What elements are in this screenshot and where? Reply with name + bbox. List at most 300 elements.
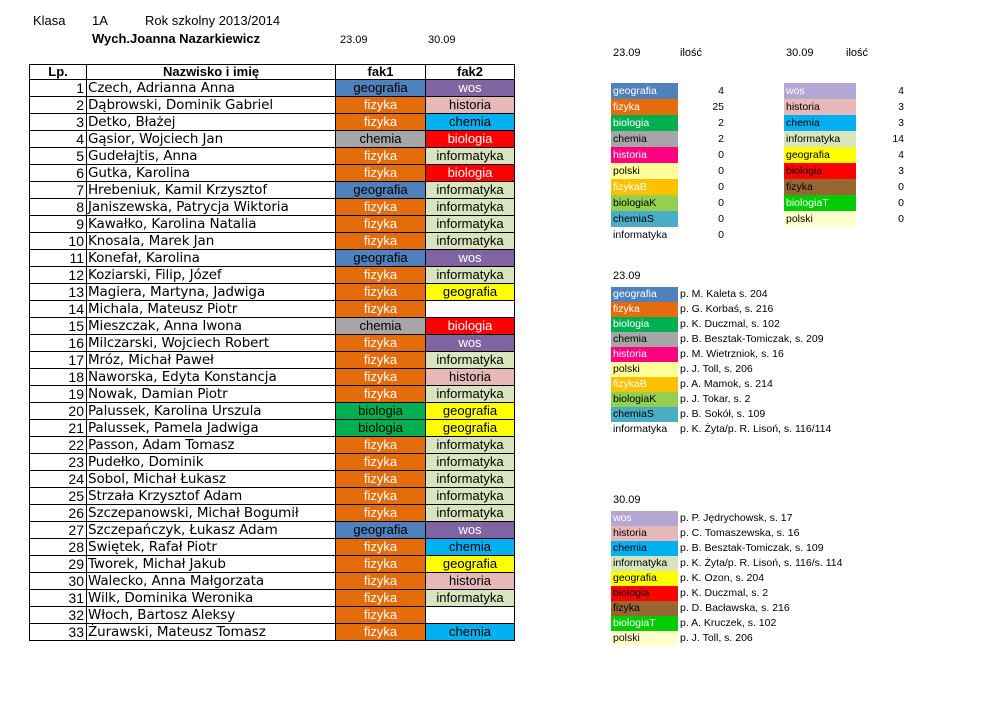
legend-row — [611, 526, 908, 541]
subject-count: 0 — [718, 181, 724, 193]
fak1-cell: fizyka — [336, 284, 426, 301]
row-number: 18 — [30, 369, 87, 386]
student-name: Mieszczak, Anna Iwona — [87, 318, 336, 335]
row-number: 26 — [30, 505, 87, 522]
table-row — [30, 573, 515, 590]
legend-subject: geografia — [611, 571, 678, 586]
fak1-cell: fizyka — [336, 369, 426, 386]
subject-swatch: biologia — [611, 115, 678, 131]
fak1-cell: biologia — [336, 403, 426, 420]
table-row — [30, 505, 515, 522]
fak2-cell: biologia — [426, 165, 515, 182]
student-name: Palussek, Karolina Urszula — [87, 403, 336, 420]
subject-count: 14 — [892, 133, 904, 145]
student-name: Sobol, Michał Łukasz — [87, 471, 336, 488]
legend-row — [611, 541, 908, 556]
row-number: 3 — [30, 114, 87, 131]
subject-count: 0 — [898, 213, 904, 225]
summary-row — [611, 83, 730, 99]
fak2-cell: informatyka — [426, 488, 515, 505]
legend-teacher-room: p. M. Wietrzniok, s. 16 — [680, 348, 784, 360]
subject-swatch: chemiaS — [611, 211, 678, 227]
row-number: 21 — [30, 420, 87, 437]
fak1-cell: geografia — [336, 522, 426, 539]
subject-swatch: informatyka — [611, 227, 678, 243]
subject-swatch: biologiaT — [784, 195, 856, 211]
legend-2-title: 30.09 — [613, 494, 641, 506]
legend-table-23-09 — [611, 287, 908, 437]
legend-subject: geografia — [611, 287, 678, 302]
row-number: 17 — [30, 352, 87, 369]
legend-teacher-room: p. K. Ozon, s. 204 — [680, 572, 765, 584]
subject-swatch: fizykaB — [611, 179, 678, 195]
legend-teacher-room: p. G. Korbaś, s. 216 — [680, 303, 774, 315]
summary-row — [611, 131, 730, 147]
summary-row — [784, 131, 906, 147]
subject-swatch: historia — [611, 147, 678, 163]
fak2-cell: informatyka — [426, 471, 515, 488]
summary-ilosc-1: ilość — [680, 47, 703, 59]
fak2-cell: informatyka — [426, 437, 515, 454]
legend-row — [611, 616, 908, 631]
subject-count: 3 — [898, 165, 904, 177]
summary-row — [784, 163, 906, 179]
legend-row — [611, 571, 908, 586]
subject-swatch: fizyka — [784, 179, 856, 195]
legend-subject: historia — [611, 347, 678, 362]
row-number: 33 — [30, 624, 87, 641]
legend-teacher-room: p. B. Sokół, s. 109 — [680, 408, 766, 420]
legend-teacher-room: p. D. Bacławska, s. 216 — [680, 602, 790, 614]
summary-row — [784, 99, 906, 115]
fak1-cell: fizyka — [336, 165, 426, 182]
fak1-cell: fizyka — [336, 454, 426, 471]
table-row — [30, 199, 515, 216]
row-number: 13 — [30, 284, 87, 301]
legend-teacher-room: p. J. Toll, s. 206 — [680, 363, 753, 375]
legend-subject: biologia — [611, 317, 678, 332]
row-number: 25 — [30, 488, 87, 505]
summary-date-2: 30.09 — [786, 47, 814, 59]
fak2-cell: chemia — [426, 624, 515, 641]
fak2-cell: wos — [426, 335, 515, 352]
fak1-cell: fizyka — [336, 386, 426, 403]
summary-row — [611, 99, 730, 115]
row-number: 30 — [30, 573, 87, 590]
fak2-cell: informatyka — [426, 233, 515, 250]
legend-teacher-room: p. J. Toll, s. 206 — [680, 632, 753, 644]
fak1-cell: fizyka — [336, 301, 426, 318]
fak1-cell: geografia — [336, 80, 426, 97]
legend-table-30-09 — [611, 511, 908, 646]
legend-subject: chemia — [611, 332, 678, 347]
legend-row — [611, 287, 908, 302]
row-number: 8 — [30, 199, 87, 216]
table-row — [30, 267, 515, 284]
row-number: 6 — [30, 165, 87, 182]
date-2: 30.09 — [428, 34, 456, 46]
table-row — [30, 488, 515, 505]
row-number: 29 — [30, 556, 87, 573]
row-number: 2 — [30, 97, 87, 114]
legend-row — [611, 392, 908, 407]
table-row — [30, 590, 515, 607]
legend-teacher-room: p. J. Tokar, s. 2 — [680, 393, 751, 405]
fak2-cell: historia — [426, 369, 515, 386]
student-name: Passon, Adam Tomasz — [87, 437, 336, 454]
subject-swatch: polski — [784, 211, 856, 227]
fak2-cell: biologia — [426, 318, 515, 335]
legend-row — [611, 601, 908, 616]
fak1-cell: geografia — [336, 182, 426, 199]
summary-row — [784, 147, 906, 163]
subject-count: 0 — [898, 181, 904, 193]
fak1-cell: chemia — [336, 131, 426, 148]
fak1-cell: fizyka — [336, 216, 426, 233]
student-name: Swiętek, Rafał Piotr — [87, 539, 336, 556]
fak1-cell: fizyka — [336, 148, 426, 165]
summary-row — [611, 227, 730, 243]
subject-count: 0 — [718, 197, 724, 209]
table-row — [30, 437, 515, 454]
student-name: Milczarski, Wojciech Robert — [87, 335, 336, 352]
legend-row — [611, 347, 908, 362]
legend-subject: biologiaT — [611, 616, 678, 631]
form-teacher: Wych.Joanna Nazarkiewicz — [92, 31, 261, 46]
subject-swatch: fizyka — [611, 99, 678, 115]
student-name: Magiera, Martyna, Jadwiga — [87, 284, 336, 301]
legend-teacher-room: p. B. Besztak-Tomiczak, s. 109 — [680, 542, 824, 554]
fak1-cell: biologia — [336, 420, 426, 437]
date-1: 23.09 — [340, 34, 368, 46]
row-number: 4 — [30, 131, 87, 148]
student-name: Gutka, Karolina — [87, 165, 336, 182]
table-row — [30, 131, 515, 148]
fak2-cell: informatyka — [426, 148, 515, 165]
legend-subject: polski — [611, 631, 678, 646]
fak2-cell: informatyka — [426, 199, 515, 216]
legend-subject: chemia — [611, 541, 678, 556]
students-table — [29, 64, 515, 641]
student-name: Tworek, Michał Jakub — [87, 556, 336, 573]
student-name: Kawałko, Karolina Natalia — [87, 216, 336, 233]
klasa-label: Klasa — [33, 13, 66, 28]
fak2-cell: biologia — [426, 131, 515, 148]
student-name: Dąbrowski, Dominik Gabriel — [87, 97, 336, 114]
student-name: Konefał, Karolina — [87, 250, 336, 267]
legend-subject: biologiaK — [611, 392, 678, 407]
legend-1-title: 23.09 — [613, 270, 641, 282]
table-row — [30, 522, 515, 539]
row-number: 23 — [30, 454, 87, 471]
row-number: 12 — [30, 267, 87, 284]
summary-row — [784, 179, 906, 195]
summary-row — [611, 195, 730, 211]
legend-teacher-room: p. K. Żyta/p. R. Lisoń, s. 116/114 — [680, 423, 832, 435]
table-row — [30, 148, 515, 165]
subject-count: 0 — [718, 149, 724, 161]
summary-row — [784, 115, 906, 131]
table-row — [30, 471, 515, 488]
fak1-cell: fizyka — [336, 539, 426, 556]
table-row — [30, 335, 515, 352]
header-name: Nazwisko i imię — [87, 65, 336, 80]
fak1-cell: fizyka — [336, 590, 426, 607]
fak2-cell: informatyka — [426, 454, 515, 471]
fak2-cell: geografia — [426, 284, 515, 301]
student-name: Walecko, Anna Małgorzata — [87, 573, 336, 590]
table-row — [30, 369, 515, 386]
row-number: 27 — [30, 522, 87, 539]
student-name: Detko, Błażej — [87, 114, 336, 131]
fak2-cell: informatyka — [426, 267, 515, 284]
fak1-cell: fizyka — [336, 114, 426, 131]
table-row — [30, 454, 515, 471]
fak1-cell: fizyka — [336, 267, 426, 284]
fak1-cell: fizyka — [336, 233, 426, 250]
table-row — [30, 97, 515, 114]
subject-swatch: historia — [784, 99, 856, 115]
fak1-cell: fizyka — [336, 607, 426, 624]
legend-subject: polski — [611, 362, 678, 377]
student-name: Gudełajtis, Anna — [87, 148, 336, 165]
subject-count: 0 — [718, 213, 724, 225]
fak1-cell: geografia — [336, 250, 426, 267]
summary-row — [784, 195, 906, 211]
student-name: Hrebeniuk, Kamil Krzysztof — [87, 182, 336, 199]
summary-row — [611, 163, 730, 179]
fak1-cell: fizyka — [336, 573, 426, 590]
student-name: Włoch, Bartosz Aleksy — [87, 607, 336, 624]
legend-teacher-room: p. P. Jędrychowsk, s. 17 — [680, 512, 793, 524]
fak1-cell: fizyka — [336, 335, 426, 352]
row-number: 14 — [30, 301, 87, 318]
student-name: Knosala, Marek Jan — [87, 233, 336, 250]
legend-subject: historia — [611, 526, 678, 541]
legend-row — [611, 407, 908, 422]
row-number: 7 — [30, 182, 87, 199]
legend-teacher-room: p. K. Duczmal, s. 2 — [680, 587, 769, 599]
student-name: Strzała Krzysztof Adam — [87, 488, 336, 505]
row-number: 24 — [30, 471, 87, 488]
table-row — [30, 607, 515, 624]
student-name: Naworska, Edyta Konstancja — [87, 369, 336, 386]
student-name: Palussek, Pamela Jadwiga — [87, 420, 336, 437]
legend-teacher-room: p. K. Duczmal, s. 102 — [680, 318, 780, 330]
table-row — [30, 624, 515, 641]
fak2-cell: wos — [426, 250, 515, 267]
subject-swatch: geografia — [784, 147, 856, 163]
legend-teacher-room: p. M. Kaleta s. 204 — [680, 288, 768, 300]
subject-count: 25 — [712, 101, 724, 113]
fak2-cell — [426, 607, 515, 624]
fak1-cell: fizyka — [336, 352, 426, 369]
legend-teacher-room: p. A. Mamok, s. 214 — [680, 378, 773, 390]
fak2-cell: informatyka — [426, 352, 515, 369]
fak2-cell: informatyka — [426, 386, 515, 403]
table-row — [30, 250, 515, 267]
legend-row — [611, 332, 908, 347]
fak1-cell: fizyka — [336, 488, 426, 505]
legend-row — [611, 377, 908, 392]
table-row — [30, 352, 515, 369]
subject-swatch: polski — [611, 163, 678, 179]
subject-swatch: geografia — [611, 83, 678, 99]
row-number: 20 — [30, 403, 87, 420]
fak1-cell: fizyka — [336, 97, 426, 114]
table-row — [30, 301, 515, 318]
table-row — [30, 114, 515, 131]
fak1-cell: chemia — [336, 318, 426, 335]
fak1-cell: fizyka — [336, 437, 426, 454]
subject-swatch: chemia — [611, 131, 678, 147]
summary-row — [611, 179, 730, 195]
row-number: 16 — [30, 335, 87, 352]
row-number: 31 — [30, 590, 87, 607]
row-number: 5 — [30, 148, 87, 165]
subject-swatch: chemia — [784, 115, 856, 131]
row-number: 19 — [30, 386, 87, 403]
row-number: 9 — [30, 216, 87, 233]
row-number: 32 — [30, 607, 87, 624]
subject-count: 2 — [718, 133, 724, 145]
student-name: Czech, Adrianna Anna — [87, 80, 336, 97]
table-row — [30, 556, 515, 573]
subject-count: 4 — [718, 85, 724, 97]
klasa-value: 1A — [92, 13, 108, 28]
subject-swatch: biologia — [784, 163, 856, 179]
fak2-cell: informatyka — [426, 505, 515, 522]
legend-subject: wos — [611, 511, 678, 526]
table-row — [30, 182, 515, 199]
legend-subject: fizyka — [611, 601, 678, 616]
legend-teacher-room: p. A. Kruczek, s. 102 — [680, 617, 777, 629]
legend-teacher-room: p. K. Żyta/p. R. Lisoń, s. 116/s. 114 — [680, 557, 843, 569]
fak2-cell: historia — [426, 573, 515, 590]
summary-row — [611, 147, 730, 163]
legend-subject: informatyka — [611, 556, 678, 571]
subject-count: 0 — [718, 229, 724, 241]
subject-count: 0 — [718, 165, 724, 177]
table-row — [30, 386, 515, 403]
fak2-cell: informatyka — [426, 590, 515, 607]
table-row — [30, 165, 515, 182]
subject-swatch: informatyka — [784, 131, 856, 147]
row-number: 10 — [30, 233, 87, 250]
fak2-cell: wos — [426, 80, 515, 97]
legend-row — [611, 362, 908, 377]
table-row — [30, 233, 515, 250]
student-name: Nowak, Damian Piotr — [87, 386, 336, 403]
header-lp: Lp. — [30, 65, 87, 80]
row-number: 28 — [30, 539, 87, 556]
table-row — [30, 284, 515, 301]
students-table-body — [30, 80, 515, 641]
student-name: Mróz, Michał Paweł — [87, 352, 336, 369]
legend-teacher-room: p. C. Tomaszewska, s. 16 — [680, 527, 800, 539]
summary-row — [784, 83, 906, 99]
row-number: 11 — [30, 250, 87, 267]
summary-row — [784, 211, 906, 227]
school-year: Rok szkolny 2013/2014 — [145, 13, 281, 28]
student-name: Koziarski, Filip, Józef — [87, 267, 336, 284]
fak1-cell: fizyka — [336, 624, 426, 641]
fak2-cell: chemia — [426, 114, 515, 131]
student-name: Pudełko, Dominik — [87, 454, 336, 471]
table-row — [30, 80, 515, 97]
row-number: 22 — [30, 437, 87, 454]
table-row — [30, 420, 515, 437]
legend-subject: chemiaS — [611, 407, 678, 422]
fak1-cell: fizyka — [336, 556, 426, 573]
fak2-cell: geografia — [426, 403, 515, 420]
fak2-cell: chemia — [426, 539, 515, 556]
summary-table-23-09 — [611, 83, 730, 243]
legend-row — [611, 586, 908, 601]
legend-subject: fizykaB — [611, 377, 678, 392]
legend-subject: biologia — [611, 586, 678, 601]
row-number: 1 — [30, 80, 87, 97]
table-header-row — [30, 65, 515, 80]
fak2-cell: historia — [426, 97, 515, 114]
subject-swatch: biologiaK — [611, 195, 678, 211]
summary-row — [611, 211, 730, 227]
student-name: Michala, Mateusz Piotr — [87, 301, 336, 318]
student-name: Szczepańczyk, Łukasz Adam — [87, 522, 336, 539]
summary-date-1: 23.09 — [613, 47, 641, 59]
summary-table-30-09 — [784, 83, 906, 227]
fak2-cell: geografia — [426, 420, 515, 437]
subject-count: 3 — [898, 117, 904, 129]
legend-subject: fizyka — [611, 302, 678, 317]
fak2-cell — [426, 301, 515, 318]
legend-row — [611, 511, 908, 526]
student-name: Szczepanowski, Michał Bogumił — [87, 505, 336, 522]
legend-row — [611, 302, 908, 317]
subject-swatch: wos — [784, 83, 856, 99]
student-name: Janiszewska, Patrycja Wiktoria — [87, 199, 336, 216]
legend-row — [611, 422, 908, 437]
fak1-cell: fizyka — [336, 505, 426, 522]
legend-row — [611, 631, 908, 646]
legend-row — [611, 317, 908, 332]
student-name: Żurawski, Mateusz Tomasz — [87, 624, 336, 641]
subject-count: 4 — [898, 85, 904, 97]
legend-teacher-room: p. B. Besztak-Tomiczak, s. 209 — [680, 333, 824, 345]
table-row — [30, 539, 515, 556]
subject-count: 2 — [718, 117, 724, 129]
table-row — [30, 403, 515, 420]
table-row — [30, 318, 515, 335]
header-fak2: fak2 — [426, 65, 515, 80]
subject-count: 3 — [898, 101, 904, 113]
summary-row — [611, 115, 730, 131]
fak1-cell: fizyka — [336, 199, 426, 216]
row-number: 15 — [30, 318, 87, 335]
legend-subject: informatyka — [611, 422, 678, 437]
legend-row — [611, 556, 908, 571]
fak2-cell: wos — [426, 522, 515, 539]
subject-count: 4 — [898, 149, 904, 161]
summary-ilosc-2: ilość — [846, 47, 869, 59]
fak1-cell: fizyka — [336, 471, 426, 488]
fak2-cell: geografia — [426, 556, 515, 573]
student-name: Wilk, Dominika Weronika — [87, 590, 336, 607]
fak2-cell: informatyka — [426, 216, 515, 233]
header-fak1: fak1 — [336, 65, 426, 80]
subject-count: 0 — [898, 197, 904, 209]
table-row — [30, 216, 515, 233]
